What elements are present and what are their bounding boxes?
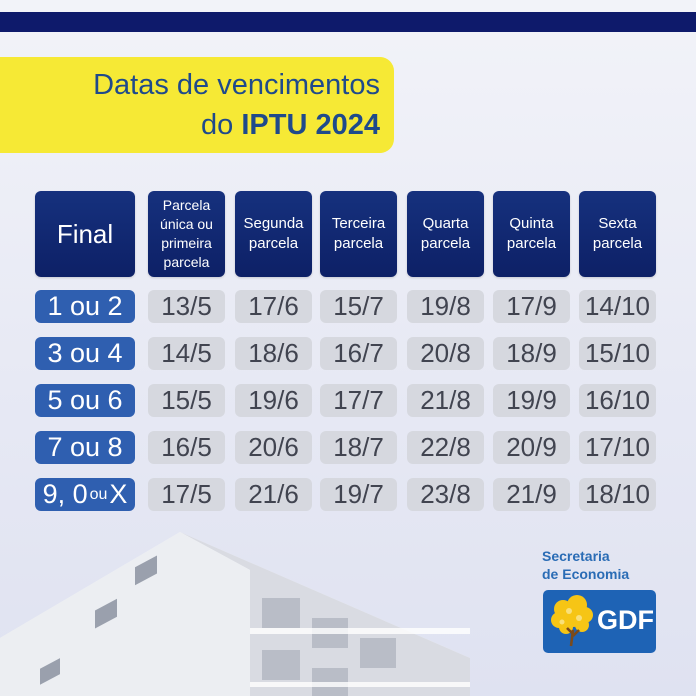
date-cell: 17/6 [235,290,312,323]
date-cell: 19/9 [493,384,570,417]
date-cell: 17/9 [493,290,570,323]
row-label-5-a: 9, 0 [42,479,88,509]
date-cell: 21/9 [493,478,570,511]
header-parcela-5: Quinta parcela [493,191,570,277]
date-cell: 15/7 [320,290,397,323]
date-cell: 22/8 [407,431,484,464]
date-cell: 20/9 [493,431,570,464]
date-cell: 14/10 [579,290,656,323]
date-cell: 15/5 [148,384,225,417]
gdf-text: GDF [597,605,654,635]
gdf-logo [543,590,656,653]
date-cell: 21/6 [235,478,312,511]
date-cell: 21/8 [407,384,484,417]
header-parcela-6: Sexta parcela [579,191,656,277]
date-cell: 20/8 [407,337,484,370]
row-label-1: 1 ou 2 [35,290,135,323]
row-label-5 [35,478,135,511]
top-bar [0,12,696,32]
date-cell: 18/10 [579,478,656,511]
secretaria-line-1: Secretaria [542,548,610,564]
title-banner [0,57,394,153]
row-label-3: 5 ou 6 [35,384,135,417]
date-cell: 16/10 [579,384,656,417]
header-parcela-1: Parcela única ou primeira parcela [148,191,225,277]
date-cell: 17/7 [320,384,397,417]
header-parcela-2: Segunda parcela [235,191,312,277]
date-cell: 19/8 [407,290,484,323]
date-cell: 18/6 [235,337,312,370]
date-cell: 18/7 [320,431,397,464]
date-cell: 14/5 [148,337,225,370]
building-illustration [0,510,470,696]
title-line-2 [201,109,380,142]
date-cell: 19/6 [235,384,312,417]
row-label-5-b: X [109,479,128,509]
secretaria-line-2: de Economia [542,566,630,582]
date-cell: 23/8 [407,478,484,511]
row-label-5-ou: ou [89,485,108,503]
date-cell: 13/5 [148,290,225,323]
date-cell: 16/7 [320,337,397,370]
title-line-1: Datas de vencimentos [93,69,380,101]
date-cell: 17/5 [148,478,225,511]
date-cell: 20/6 [235,431,312,464]
row-label-2: 3 ou 4 [35,337,135,370]
tree-icon [549,594,595,648]
date-cell: 16/5 [148,431,225,464]
date-cell: 15/10 [579,337,656,370]
header-parcela-3: Terceira parcela [320,191,397,277]
date-cell: 19/7 [320,478,397,511]
header-parcela-4: Quarta parcela [407,191,484,277]
date-cell: 17/10 [579,431,656,464]
title-prefix: do [201,109,242,141]
title-bold: IPTU 2024 [241,109,380,141]
header-final: Final [35,191,135,277]
row-label-4: 7 ou 8 [35,431,135,464]
date-cell: 18/9 [493,337,570,370]
